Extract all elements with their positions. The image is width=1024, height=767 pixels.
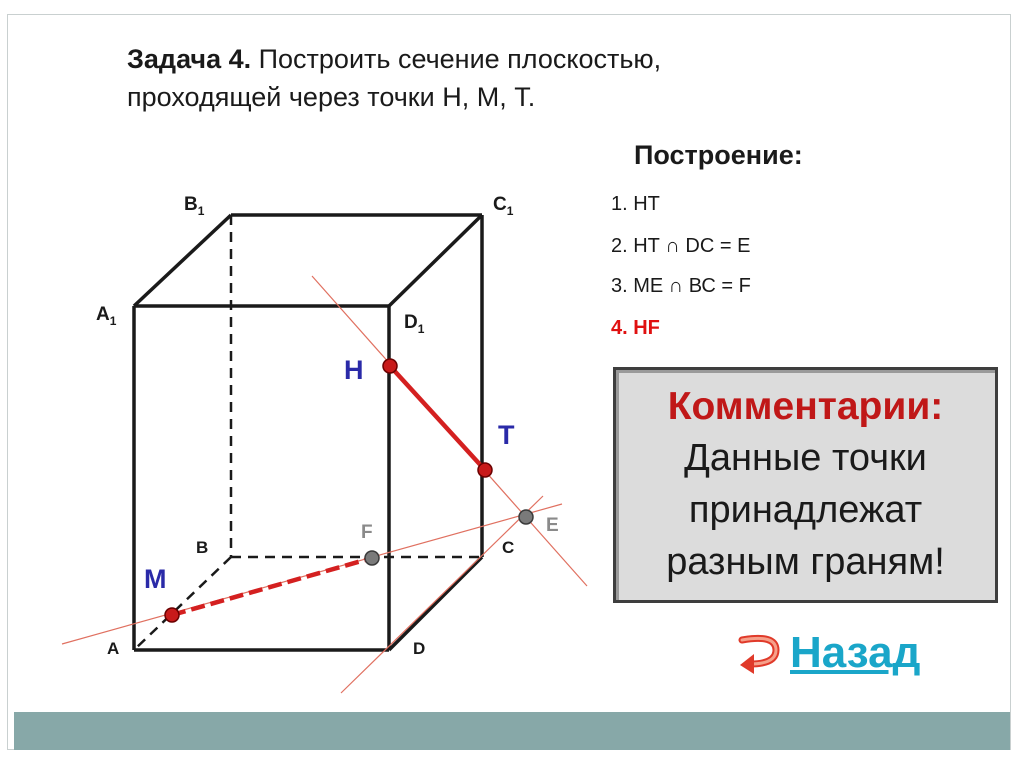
label-A1: $A_1$ xyxy=(96,304,117,328)
point-F-marker xyxy=(365,551,379,565)
construction-heading: Построение: xyxy=(634,140,803,170)
label-H: H xyxy=(344,355,364,385)
comment-title: Комментарии: xyxy=(667,385,944,428)
construction-step-3: 3. МЕ ∩ ВС = F xyxy=(611,275,751,297)
point-E-marker xyxy=(519,510,533,524)
comment-line-1: Данные точки xyxy=(684,437,927,479)
label-D1: $D_1$ xyxy=(404,312,425,336)
label-C1: $C_1$ xyxy=(493,194,514,218)
label-D: D xyxy=(413,639,426,658)
hidden-edges xyxy=(134,215,482,650)
label-M: M xyxy=(144,564,167,594)
edge-D-C xyxy=(389,557,482,650)
back-label[interactable]: Назад xyxy=(790,628,921,677)
construction-lines xyxy=(62,276,587,693)
label-T: T xyxy=(498,420,515,450)
edge-C1-D1 xyxy=(389,215,482,306)
label-B1: $B_1$ xyxy=(184,194,205,218)
task-text-line1: Построить сечение плоскостью, xyxy=(251,44,662,74)
point-M-marker xyxy=(165,608,179,622)
comment-line-2: принадлежат xyxy=(688,489,923,531)
edge-A1-B1 xyxy=(134,215,231,306)
section-segment-HT xyxy=(390,366,485,470)
visible-edges xyxy=(134,215,482,650)
construction-step-2: 2. НТ ∩ DC = E xyxy=(611,235,751,257)
comment-line-3: разным граням! xyxy=(666,541,945,583)
point-T-marker xyxy=(478,463,492,477)
point-H-marker xyxy=(383,359,397,373)
label-A: A xyxy=(107,639,120,658)
task-text-line2: проходящей через точки Н, М, Т. xyxy=(127,82,536,112)
label-C: C xyxy=(502,538,515,557)
construction-step-4: 4. НF xyxy=(611,317,660,339)
construction-step-1: 1. НТ xyxy=(611,193,660,215)
label-E: E xyxy=(546,515,559,536)
task-number: Задача 4. xyxy=(127,44,252,74)
label-B: B xyxy=(196,538,209,557)
label-F: F xyxy=(361,522,373,543)
